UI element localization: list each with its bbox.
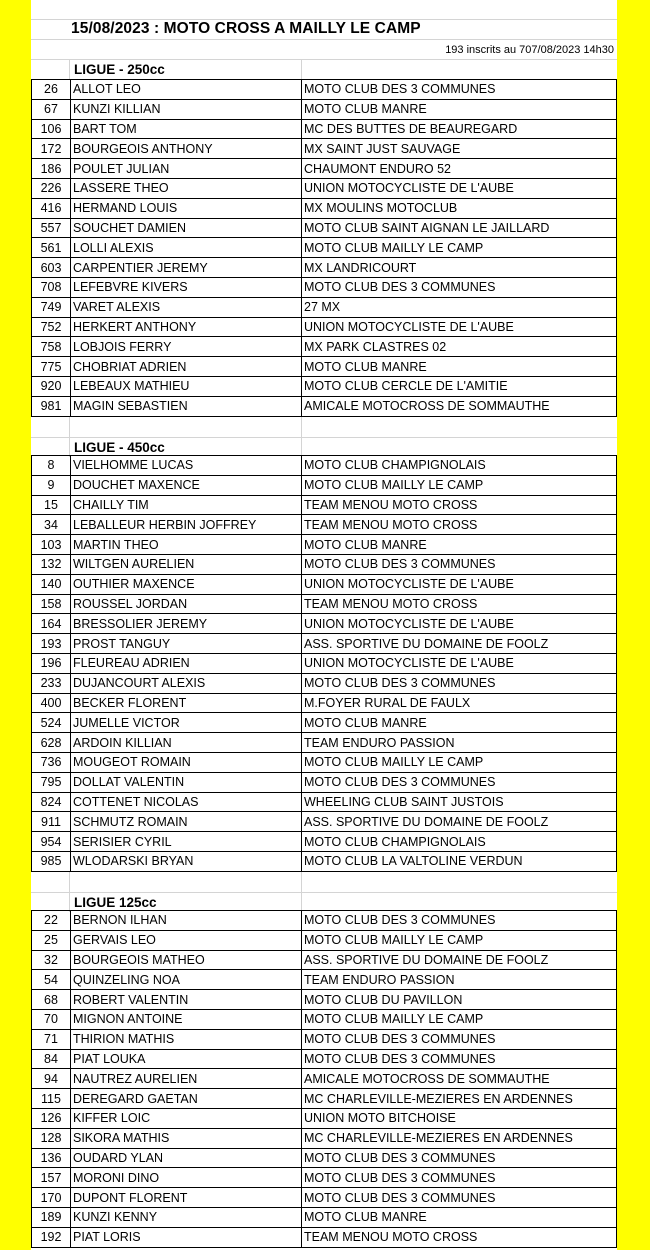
table-row (32, 198, 617, 218)
rider-name: WILTGEN AURELIEN (71, 554, 302, 574)
table-row (32, 574, 617, 594)
rider-name: ROBERT VALENTIN (71, 990, 302, 1010)
section-header-250cc (31, 59, 617, 79)
rider-name: SCHMUTZ ROMAIN (71, 812, 302, 832)
club-name: MOTO CLUB MAILLY LE CAMP (302, 1009, 617, 1029)
rider-number: 32 (32, 950, 71, 970)
table-row (32, 376, 617, 396)
table-row (32, 495, 617, 515)
club-name: UNION MOTO BITCHOISE (302, 1108, 617, 1128)
rider-name: ARDOIN KILLIAN (71, 733, 302, 753)
rider-number: 752 (32, 317, 71, 337)
rider-name: THIRION MATHIS (71, 1029, 302, 1049)
rider-name: POULET JULIAN (71, 159, 302, 179)
table-row (32, 159, 617, 179)
rider-number: 34 (32, 515, 71, 535)
rider-name: BART TOM (71, 119, 302, 139)
rider-number: 132 (32, 554, 71, 574)
rider-name: MOUGEOT ROMAIN (71, 752, 302, 772)
club-name: MOTO CLUB SAINT AIGNAN LE JAILLARD (302, 218, 617, 238)
club-name: MOTO CLUB DES 3 COMMUNES (302, 772, 617, 792)
table-row (32, 1108, 617, 1128)
rider-number: 67 (32, 99, 71, 119)
table-row (32, 1148, 617, 1168)
rider-number: 193 (32, 634, 71, 654)
club-name: MOTO CLUB MANRE (302, 99, 617, 119)
rider-number: 189 (32, 1207, 71, 1227)
table-row (32, 357, 617, 377)
rider-name: VIELHOMME LUCAS (71, 456, 302, 476)
club-name: MOTO CLUB LA VALTOLINE VERDUN (302, 851, 617, 871)
table-row (32, 515, 617, 535)
rider-number: 628 (32, 733, 71, 753)
club-name: MOTO CLUB CERCLE DE L'AMITIE (302, 376, 617, 396)
rider-name: HERKERT ANTHONY (71, 317, 302, 337)
table-row (32, 614, 617, 634)
rider-name: HERMAND LOUIS (71, 198, 302, 218)
rider-number: 170 (32, 1188, 71, 1208)
rider-number: 157 (32, 1168, 71, 1188)
rider-number: 749 (32, 297, 71, 317)
rider-name: BERNON ILHAN (71, 911, 302, 931)
rider-number: 400 (32, 693, 71, 713)
table-row (32, 178, 617, 198)
rider-number: 140 (32, 574, 71, 594)
club-name: UNION MOTOCYCLISTE DE L'AUBE (302, 614, 617, 634)
table-row (32, 851, 617, 871)
rider-number: 920 (32, 376, 71, 396)
club-name: AMICALE MOTOCROSS DE SOMMAUTHE (302, 1069, 617, 1089)
club-name: WHEELING CLUB SAINT JUSTOIS (302, 792, 617, 812)
rider-name: OUTHIER MAXENCE (71, 574, 302, 594)
section-title: LIGUE - 250cc (74, 62, 165, 77)
table-row (32, 693, 617, 713)
rider-name: SERISIER CYRIL (71, 832, 302, 852)
rider-number: 233 (32, 673, 71, 693)
rider-name: KIFFER LOIC (71, 1108, 302, 1128)
rider-number: 981 (32, 396, 71, 416)
rider-number: 911 (32, 812, 71, 832)
rider-name: VARET ALEXIS (71, 297, 302, 317)
table-row (32, 554, 617, 574)
rider-number: 128 (32, 1128, 71, 1148)
club-name: TEAM ENDURO PASSION (302, 733, 617, 753)
rider-name: ROUSSEL JORDAN (71, 594, 302, 614)
rider-name: LASSERE THEO (71, 178, 302, 198)
rider-name: SOUCHET DAMIEN (71, 218, 302, 238)
rider-name: DEREGARD GAETAN (71, 1089, 302, 1109)
entries-table-125cc (31, 910, 617, 1248)
rider-number: 416 (32, 198, 71, 218)
rider-name: OUDARD YLAN (71, 1148, 302, 1168)
club-name: MX LANDRICOURT (302, 258, 617, 278)
rider-number: 115 (32, 1089, 71, 1109)
rider-number: 106 (32, 119, 71, 139)
table-row (32, 634, 617, 654)
club-name: MOTO CLUB CHAMPIGNOLAIS (302, 456, 617, 476)
club-name: AMICALE MOTOCROSS DE SOMMAUTHE (302, 396, 617, 416)
club-name: ASS. SPORTIVE DU DOMAINE DE FOOLZ (302, 634, 617, 654)
table-row (32, 752, 617, 772)
rider-number: 196 (32, 653, 71, 673)
rider-name: BOURGEOIS MATHEO (71, 950, 302, 970)
table-row (32, 218, 617, 238)
club-name: MOTO CLUB DES 3 COMMUNES (302, 1148, 617, 1168)
table-row (32, 99, 617, 119)
section-title: LIGUE 125cc (74, 895, 157, 910)
section-header-450cc (31, 437, 617, 457)
table-row (32, 317, 617, 337)
club-name: TEAM ENDURO PASSION (302, 970, 617, 990)
club-name: 27 MX (302, 297, 617, 317)
rider-name: CHOBRIAT ADRIEN (71, 357, 302, 377)
rider-name: LEFEBVRE KIVERS (71, 277, 302, 297)
table-row (32, 713, 617, 733)
table-row (32, 1009, 617, 1029)
club-name: MOTO CLUB MANRE (302, 357, 617, 377)
rider-name: KUNZI KENNY (71, 1207, 302, 1227)
table-row (32, 139, 617, 159)
table-row (32, 297, 617, 317)
registration-count: 193 inscrits au 707/08/2023 14h30 (445, 44, 614, 56)
rider-number: 736 (32, 752, 71, 772)
club-name: MOTO CLUB DES 3 COMMUNES (302, 673, 617, 693)
rider-name: PROST TANGUY (71, 634, 302, 654)
club-name: ASS. SPORTIVE DU DOMAINE DE FOOLZ (302, 812, 617, 832)
table-row (32, 337, 617, 357)
table-row (32, 930, 617, 950)
rider-number: 226 (32, 178, 71, 198)
rider-name: KUNZI KILLIAN (71, 99, 302, 119)
table-row (32, 990, 617, 1010)
rider-name: MIGNON ANTOINE (71, 1009, 302, 1029)
table-row (32, 258, 617, 278)
club-name: MX MOULINS MOTOCLUB (302, 198, 617, 218)
rider-name: BOURGEOIS ANTHONY (71, 139, 302, 159)
rider-number: 68 (32, 990, 71, 1010)
table-row (32, 1049, 617, 1069)
rider-number: 94 (32, 1069, 71, 1089)
rider-name: COTTENET NICOLAS (71, 792, 302, 812)
club-name: MOTO CLUB MANRE (302, 713, 617, 733)
table-row (32, 832, 617, 852)
rider-name: PIAT LORIS (71, 1227, 302, 1247)
rider-number: 758 (32, 337, 71, 357)
rider-number: 136 (32, 1148, 71, 1168)
rider-name: CARPENTIER JEREMY (71, 258, 302, 278)
club-name: CHAUMONT ENDURO 52 (302, 159, 617, 179)
club-name: MOTO CLUB MAILLY LE CAMP (302, 475, 617, 495)
rider-name: LEBEAUX MATHIEU (71, 376, 302, 396)
club-name: MOTO CLUB DES 3 COMMUNES (302, 554, 617, 574)
club-name: MOTO CLUB DES 3 COMMUNES (302, 1029, 617, 1049)
club-name: UNION MOTOCYCLISTE DE L'AUBE (302, 317, 617, 337)
rider-number: 164 (32, 614, 71, 634)
rider-name: CHAILLY TIM (71, 495, 302, 515)
rider-number: 126 (32, 1108, 71, 1128)
club-name: ASS. SPORTIVE DU DOMAINE DE FOOLZ (302, 950, 617, 970)
table-row (32, 673, 617, 693)
rider-name: BRESSOLIER JEREMY (71, 614, 302, 634)
rider-number: 26 (32, 80, 71, 100)
table-row (32, 950, 617, 970)
club-name: MC DES BUTTES DE BEAUREGARD (302, 119, 617, 139)
club-name: MC CHARLEVILLE-MEZIERES EN ARDENNES (302, 1089, 617, 1109)
table-row (32, 396, 617, 416)
table-row (32, 1188, 617, 1208)
table-row (32, 119, 617, 139)
rider-number: 70 (32, 1009, 71, 1029)
table-row (32, 733, 617, 753)
rider-name: LOBJOIS FERRY (71, 337, 302, 357)
club-name: MOTO CLUB MANRE (302, 1207, 617, 1227)
club-name: UNION MOTOCYCLISTE DE L'AUBE (302, 653, 617, 673)
section-title: LIGUE - 450cc (74, 440, 165, 455)
club-name: MC CHARLEVILLE-MEZIERES EN ARDENNES (302, 1128, 617, 1148)
table-row (32, 653, 617, 673)
rider-name: FLEUREAU ADRIEN (71, 653, 302, 673)
table-row (32, 1069, 617, 1089)
rider-number: 22 (32, 911, 71, 931)
rider-number: 186 (32, 159, 71, 179)
rider-name: MAGIN SEBASTIEN (71, 396, 302, 416)
rider-name: LEBALLEUR HERBIN JOFFREY (71, 515, 302, 535)
club-name: MOTO CLUB MAILLY LE CAMP (302, 752, 617, 772)
rider-number: 15 (32, 495, 71, 515)
spacer-row (31, 417, 617, 437)
table-row (32, 1207, 617, 1227)
club-name: MOTO CLUB DES 3 COMMUNES (302, 1188, 617, 1208)
club-name: MOTO CLUB CHAMPIGNOLAIS (302, 832, 617, 852)
table-row (32, 1089, 617, 1109)
table-row (32, 772, 617, 792)
table-row (32, 238, 617, 258)
club-name: MX PARK CLASTRES 02 (302, 337, 617, 357)
rider-name: LOLLI ALEXIS (71, 238, 302, 258)
rider-number: 71 (32, 1029, 71, 1049)
table-row (32, 1029, 617, 1049)
rider-number: 561 (32, 238, 71, 258)
rider-name: PIAT LOUKA (71, 1049, 302, 1069)
rider-number: 8 (32, 456, 71, 476)
table-row (32, 277, 617, 297)
rider-number: 954 (32, 832, 71, 852)
rider-name: JUMELLE VICTOR (71, 713, 302, 733)
rider-name: BECKER FLORENT (71, 693, 302, 713)
rider-name: MORONI DINO (71, 1168, 302, 1188)
table-row (32, 1227, 617, 1247)
table-row (32, 1168, 617, 1188)
rider-name: DUPONT FLORENT (71, 1188, 302, 1208)
table-row (32, 456, 617, 476)
rider-name: ALLOT LEO (71, 80, 302, 100)
table-row (32, 80, 617, 100)
club-name: TEAM MENOU MOTO CROSS (302, 594, 617, 614)
club-name: UNION MOTOCYCLISTE DE L'AUBE (302, 574, 617, 594)
rider-number: 557 (32, 218, 71, 238)
table-row (32, 1128, 617, 1148)
grid-line (31, 39, 617, 40)
rider-name: QUINZELING NOA (71, 970, 302, 990)
rider-number: 708 (32, 277, 71, 297)
table-row (32, 792, 617, 812)
club-name: MOTO CLUB DES 3 COMMUNES (302, 1168, 617, 1188)
rider-number: 158 (32, 594, 71, 614)
rider-number: 524 (32, 713, 71, 733)
club-name: MOTO CLUB DES 3 COMMUNES (302, 80, 617, 100)
rider-number: 54 (32, 970, 71, 990)
club-name: MOTO CLUB DES 3 COMMUNES (302, 911, 617, 931)
rider-number: 824 (32, 792, 71, 812)
rider-number: 795 (32, 772, 71, 792)
rider-number: 103 (32, 535, 71, 555)
rider-number: 172 (32, 139, 71, 159)
club-name: MOTO CLUB DES 3 COMMUNES (302, 277, 617, 297)
rider-number: 9 (32, 475, 71, 495)
rider-number: 25 (32, 930, 71, 950)
entries-table-250cc (31, 79, 617, 417)
rider-name: MARTIN THEO (71, 535, 302, 555)
table-row (32, 475, 617, 495)
club-name: MOTO CLUB DU PAVILLON (302, 990, 617, 1010)
club-name: TEAM MENOU MOTO CROSS (302, 495, 617, 515)
rider-number: 775 (32, 357, 71, 377)
club-name: MOTO CLUB MAILLY LE CAMP (302, 930, 617, 950)
spreadsheet-page (31, 0, 617, 1250)
rider-name: SIKORA MATHIS (71, 1128, 302, 1148)
rider-number: 84 (32, 1049, 71, 1069)
table-row (32, 535, 617, 555)
rider-name: GERVAIS LEO (71, 930, 302, 950)
table-row (32, 911, 617, 931)
entries-table-450cc (31, 455, 617, 872)
rider-name: WLODARSKI BRYAN (71, 851, 302, 871)
section-header-125cc (31, 892, 617, 912)
rider-number: 192 (32, 1227, 71, 1247)
table-row (32, 594, 617, 614)
club-name: M.FOYER RURAL DE FAULX (302, 693, 617, 713)
rider-name: DUJANCOURT ALEXIS (71, 673, 302, 693)
rider-number: 985 (32, 851, 71, 871)
club-name: MOTO CLUB MANRE (302, 535, 617, 555)
club-name: TEAM MENOU MOTO CROSS (302, 1227, 617, 1247)
club-name: TEAM MENOU MOTO CROSS (302, 515, 617, 535)
rider-name: DOUCHET MAXENCE (71, 475, 302, 495)
club-name: MOTO CLUB MAILLY LE CAMP (302, 238, 617, 258)
club-name: MX SAINT JUST SAUVAGE (302, 139, 617, 159)
table-row (32, 812, 617, 832)
table-row (32, 970, 617, 990)
spacer-row (31, 872, 617, 892)
page-title: 15/08/2023 : MOTO CROSS A MAILLY LE CAMP (71, 20, 421, 37)
club-name: MOTO CLUB DES 3 COMMUNES (302, 1049, 617, 1069)
rider-number: 603 (32, 258, 71, 278)
rider-name: DOLLAT VALENTIN (71, 772, 302, 792)
rider-name: NAUTREZ AURELIEN (71, 1069, 302, 1089)
club-name: UNION MOTOCYCLISTE DE L'AUBE (302, 178, 617, 198)
